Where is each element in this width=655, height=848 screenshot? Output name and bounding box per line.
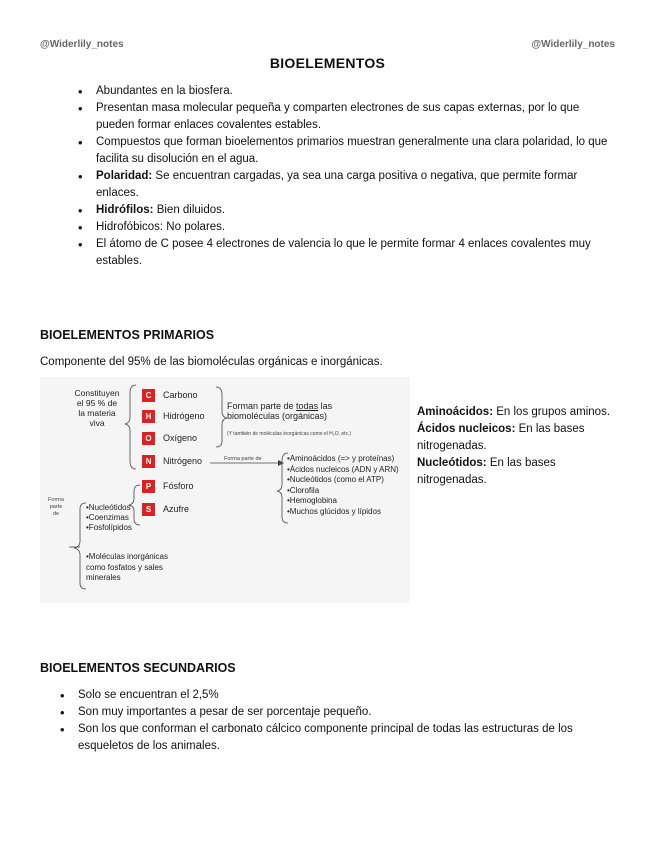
bullet-item: • Compuestos que forman bioelementos primarios muestran generalmente una clara polaridad, lo que facilita su disolución en el agua.	[78, 134, 618, 168]
note-aminoacidos: Aminoácidos: En los grupos aminos.	[417, 406, 611, 418]
bullet-item: • El átomo de C posee 4 electrones de valencia lo que le permite formar 4 enlaces covalentes muy estables.	[78, 236, 618, 270]
bullet-item: • Solo se encuentran el 2,5%	[60, 687, 620, 704]
nitrogen-parts-list: •Aminoácidos (=> y proteínas) •Ácidos nucleicos (ADN y ARN) •Nucleótidos (como el ATP) •Clorofila •Hemoglobina •Muchos glúcidos y lípidos	[287, 454, 399, 516]
primarios-heading: BIOELEMENTOS PRIMARIOS	[40, 328, 215, 342]
forma-parte-de-label: Forma parte de	[48, 497, 64, 517]
bullet-item: • Hidrofóbicos: No polares.	[78, 219, 618, 236]
ps-parts-list: •Nucleótidos •Coenzimas •Fosfolípidos	[86, 503, 132, 532]
element-p-symbol: P	[142, 480, 155, 493]
header-handle-right: @Widerlily_notes	[531, 39, 615, 50]
forman-parte-label: Forman parte de todas las biomoléculas (orgánicas)	[227, 401, 333, 421]
element-s-name: Azufre	[163, 504, 190, 514]
bullet-item: • Son muy importantes a pesar de ser porcentaje pequeño.	[60, 704, 620, 721]
element-o-name: Oxígeno	[163, 433, 198, 443]
note-nucleotidos: Nucleótidos: En las bases nitrogenadas.	[417, 457, 556, 486]
element-c-symbol: C	[142, 389, 155, 402]
intro-bullet-list	[78, 83, 618, 270]
bullet-item: • Son los que conforman el carbonato cálcico componente principal de todas las estructuras de los esqueletos de los animales.	[60, 721, 620, 755]
primarios-notes	[417, 404, 617, 489]
bullet-item: • Presentan masa molecular pequeña y comparten electrones de sus capas externas, por lo que pueden formar enlaces covalentes estables.	[78, 100, 618, 134]
note-acidos-nucleicos: Ácidos nucleicos: En las bases nitrogenadas.	[417, 423, 585, 452]
bullet-item: • Polaridad: Se encuentran cargadas, ya sea una carga positiva o negativa, que permite formar enlaces.	[78, 168, 618, 202]
element-n-symbol: N	[142, 455, 155, 468]
bullet-item: • Abundantes en la biosfera.	[78, 83, 618, 100]
constituyen-label: Constituyen el 95 % de la materia viva	[74, 388, 120, 428]
inorganic-list: •Moléculas inorgánicas como fosfatos y sales minerales	[86, 552, 168, 582]
page-title: BIOELEMENTOS	[269, 55, 386, 71]
element-n-name: Nitrógeno	[163, 456, 203, 466]
arrow-label: Forma parte de	[224, 456, 262, 462]
element-p-name: Fósforo	[163, 481, 194, 491]
element-s-symbol: S	[142, 503, 155, 516]
secundarios-heading: BIOELEMENTOS SECUNDARIOS	[40, 661, 236, 675]
element-o-symbol: O	[142, 432, 155, 445]
forman-note: (Y también de moléculas inorgánicas como el H₂O, etc.)	[227, 431, 352, 437]
bullet-item: • Hidrófilos: Bien diluidos.	[78, 202, 618, 219]
term-polaridad: Polaridad:	[96, 170, 153, 182]
bioelements-diagram	[40, 377, 410, 603]
element-h-symbol: H	[142, 410, 155, 423]
term-hidrofilos: Hidrófilos:	[96, 204, 154, 216]
primarios-description: Componente del 95% de las biomoléculas orgánicas e inorgánicas.	[40, 356, 383, 368]
element-h-name: Hidrógeno	[163, 411, 205, 421]
header-handle-left: @Widerlily_notes	[40, 39, 124, 50]
element-c-name: Carbono	[163, 390, 198, 400]
secundarios-bullet-list	[60, 687, 620, 755]
